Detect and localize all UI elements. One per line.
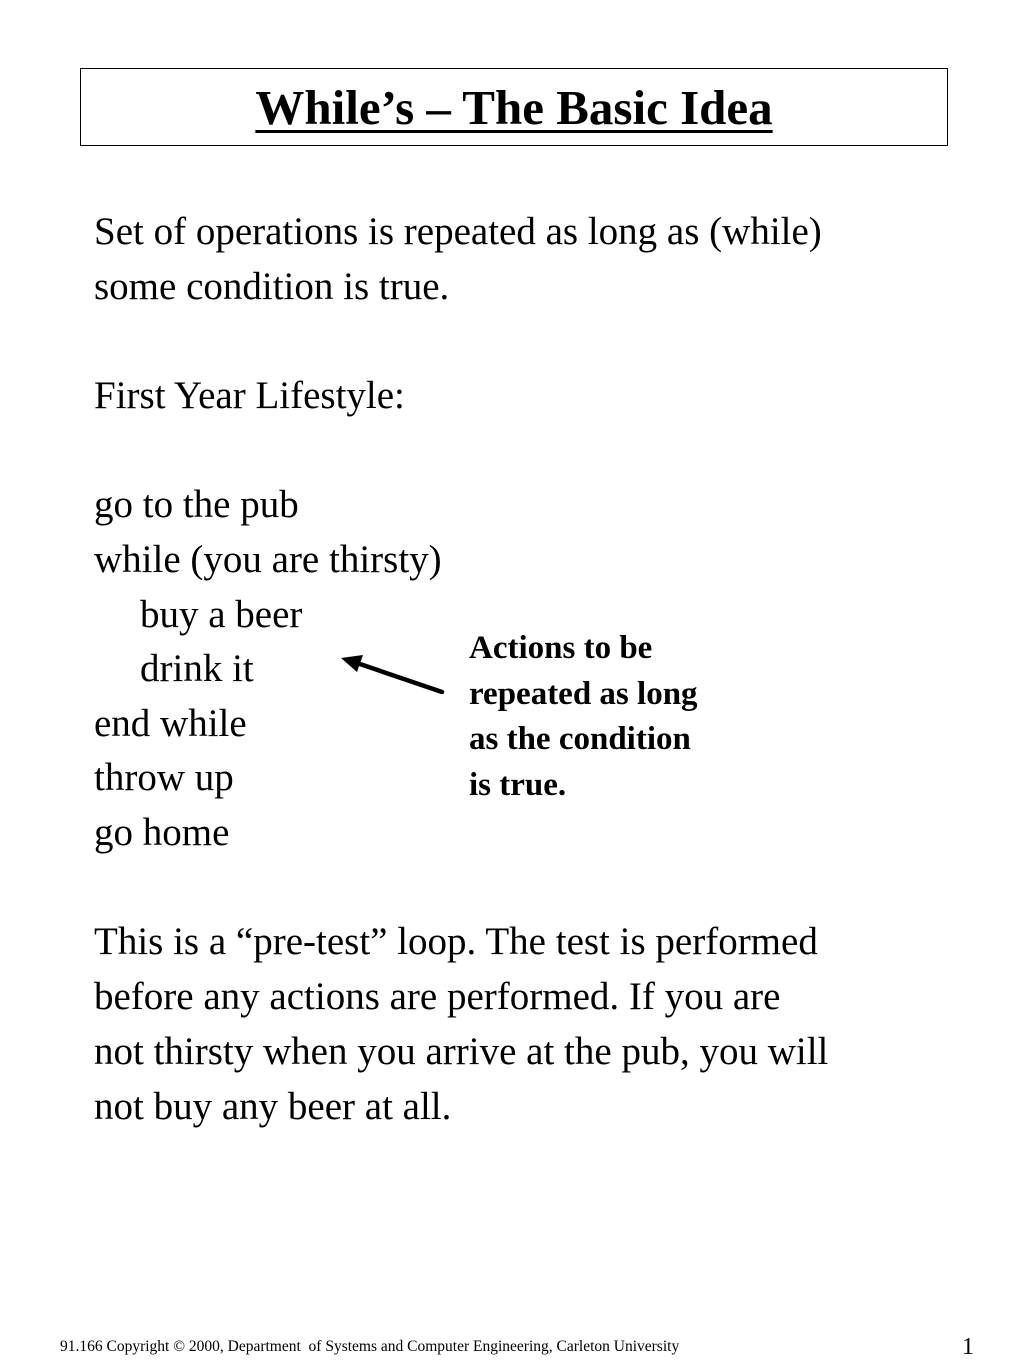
explanation-line-3: not thirsty when you arrive at the pub, you will: [94, 1030, 829, 1073]
lifestyle-heading: First Year Lifestyle:: [94, 374, 405, 417]
code-line-drink-it: drink it: [140, 647, 254, 690]
slide-title: While’s – The Basic Idea: [255, 80, 773, 135]
code-line-buy-beer: buy a beer: [140, 593, 303, 636]
explanation-line-1: This is a “pre-test” loop. The test is performed: [94, 920, 818, 963]
code-line-go-to-pub: go to the pub: [94, 483, 299, 526]
code-line-while: while (you are thirsty): [94, 538, 442, 581]
title-box: [80, 68, 948, 146]
code-line-go-home: go home: [94, 811, 230, 854]
explanation-line-2: before any actions are performed. If you are: [94, 975, 781, 1018]
callout-line-3: as the condition: [469, 721, 691, 757]
callout-note: [469, 626, 769, 808]
footer-copyright: 91.166 Copyright © 2000, Department of Systems and Computer Engineering, Carleton University: [60, 1338, 680, 1355]
explanation-line-4: not buy any beer at all.: [94, 1085, 452, 1128]
intro-line-2: some condition is true.: [94, 265, 450, 308]
code-line-throw-up: throw up: [94, 756, 234, 799]
callout-line-1: Actions to be: [469, 630, 653, 666]
page-number: 1: [962, 1334, 974, 1360]
intro-line-1: Set of operations is repeated as long as (while): [94, 210, 822, 253]
callout-arrow-icon: [336, 648, 452, 700]
code-line-end-while: end while: [94, 702, 247, 745]
callout-line-4: is true.: [469, 766, 567, 803]
callout-line-2: repeated as long: [469, 675, 698, 712]
